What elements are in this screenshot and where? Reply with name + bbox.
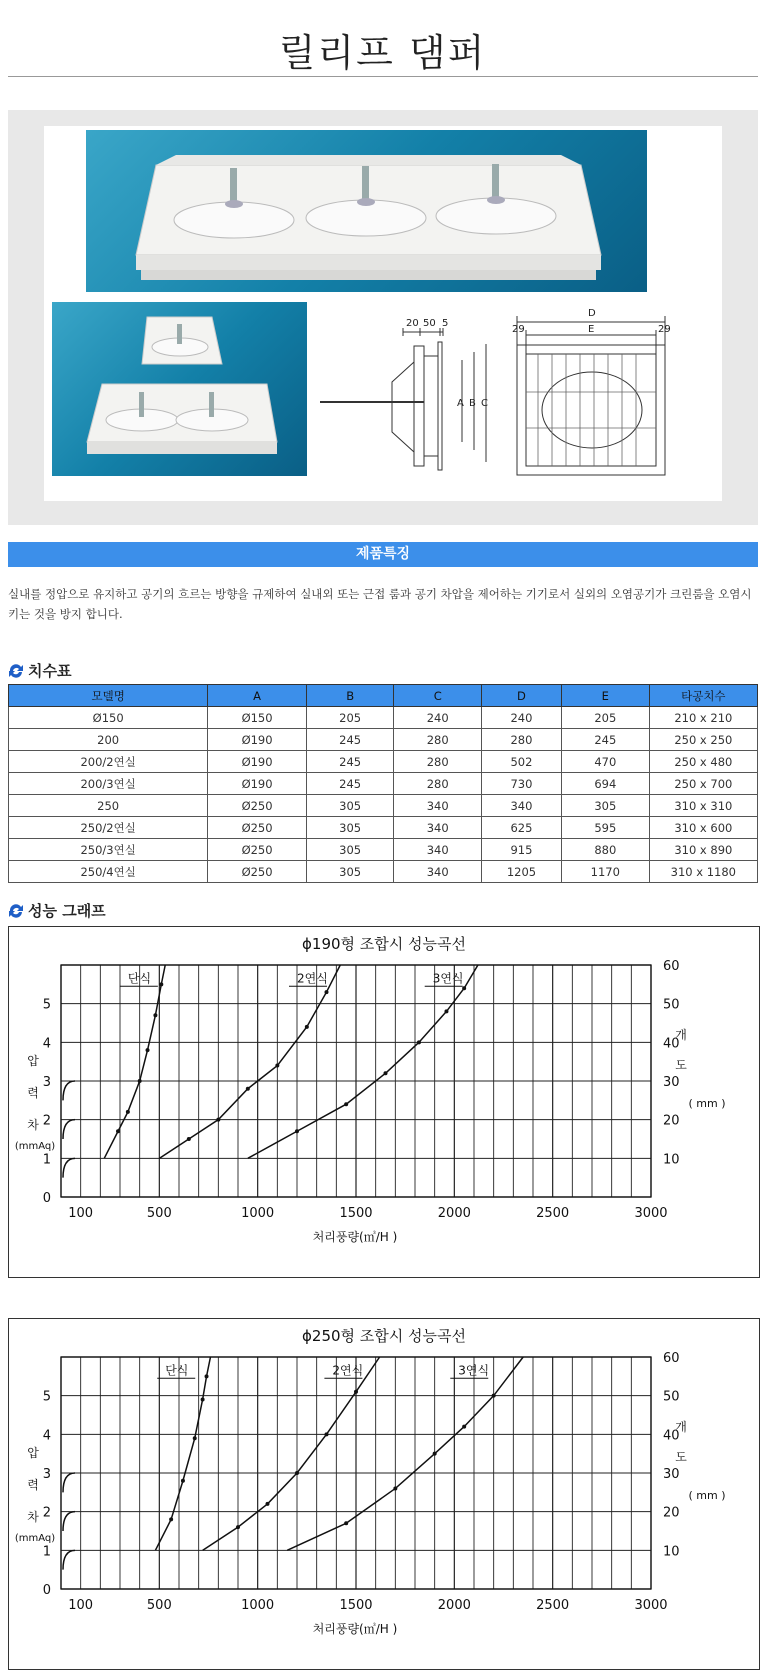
x-tick-label: 500 — [146, 1598, 172, 1613]
series-label: 2연식 — [332, 1363, 364, 1378]
series-point — [393, 1486, 397, 1490]
table-cell: 310 x 310 — [649, 795, 757, 817]
x-axis-label: 처리풍량(㎥/H ) — [312, 1622, 398, 1636]
table-cell: 305 — [306, 861, 394, 883]
y-axis-unit: (mmAq) — [14, 1533, 56, 1544]
chart-title: ϕ250형 조합시 성능곡선 — [302, 1327, 466, 1345]
series-point — [153, 1013, 157, 1017]
table-cell: 305 — [306, 817, 394, 839]
y2-tick-label: 60 — [663, 959, 680, 974]
table-cell: 250 x 700 — [649, 773, 757, 795]
y-axis-label-char: 력 — [27, 1086, 39, 1100]
series-point — [246, 1087, 250, 1091]
table-cell: Ø150 — [208, 707, 307, 729]
series-label: 단식 — [127, 971, 152, 986]
x-tick-label: 2500 — [536, 1598, 570, 1613]
recycle-arrows-icon — [8, 903, 24, 919]
chart-title: ϕ190형 조합시 성능곡선 — [302, 935, 466, 953]
x-tick-label: 2000 — [437, 1206, 471, 1221]
series-line — [203, 1357, 380, 1550]
series-point — [444, 1009, 448, 1013]
spec-table-heading-text: 치수표 — [28, 662, 72, 680]
series-point — [295, 1129, 299, 1133]
table-cell: 245 — [306, 729, 394, 751]
series-line — [155, 1357, 210, 1550]
table-cell: 880 — [561, 839, 649, 861]
table-cell: Ø250 — [208, 861, 307, 883]
table-cell: 340 — [394, 839, 482, 861]
x-tick-label: 3000 — [634, 1598, 668, 1613]
series-point — [159, 982, 163, 986]
product-image-panel — [8, 110, 758, 525]
table-cell: Ø190 — [208, 751, 307, 773]
features-text-line1: 실내를 정압으로 유지하고 공기의 흐르는 방향을 규제하여 실내외 또는 근접 룸과 공기 차압을 제어하는 기기로서 실외의 오염공기가 크린룸을 오염시 — [8, 587, 752, 601]
series-point — [325, 1432, 329, 1436]
dim-B: B — [469, 398, 476, 409]
x-tick-label: 1500 — [339, 1598, 373, 1613]
table-cell: 470 — [561, 751, 649, 773]
series-point — [344, 1521, 348, 1525]
y2-tick-label: 10 — [663, 1152, 680, 1168]
series-line — [248, 965, 478, 1158]
y2-tick-label: 50 — [663, 1389, 680, 1405]
table-cell: 340 — [394, 795, 482, 817]
y-axis-label-char: 압 — [27, 1446, 39, 1460]
y-tick-label: 3 — [42, 1467, 51, 1482]
table-cell: 200 — [9, 729, 208, 751]
y2-axis-label-char: 도 — [675, 1450, 687, 1464]
table-cell: 310 x 890 — [649, 839, 757, 861]
spec-table — [8, 684, 758, 883]
table-cell: 280 — [394, 751, 482, 773]
spec-col-header: B — [306, 685, 394, 707]
table-cell: 245 — [306, 773, 394, 795]
performance-chart-250 — [8, 1318, 760, 1670]
table-cell: 340 — [482, 795, 562, 817]
y-tick-label: 4 — [42, 1428, 51, 1444]
dim-D: D — [588, 308, 596, 319]
chart-190-svg — [9, 927, 759, 1277]
series-point — [344, 1102, 348, 1106]
y-axis-label-char: 력 — [27, 1478, 39, 1492]
page-title: 릴리프 댐퍼 — [278, 31, 487, 75]
series-point — [138, 1079, 142, 1083]
y-tick-label: 3 — [42, 1075, 51, 1090]
dim-20: 20 — [406, 318, 419, 329]
y2-tick-label: 20 — [663, 1505, 680, 1521]
graph-section-heading — [8, 900, 106, 921]
series-point — [462, 986, 466, 990]
dim-50: 50 — [423, 318, 436, 329]
table-row — [9, 707, 758, 729]
series-point — [266, 1502, 270, 1506]
y2-tick-label: 40 — [663, 1428, 680, 1444]
series-point — [275, 1064, 279, 1068]
series-point — [384, 1071, 388, 1075]
table-row — [9, 817, 758, 839]
y-tick-label: 0 — [42, 1583, 51, 1598]
series-point — [193, 1436, 197, 1440]
series-point — [462, 1425, 466, 1429]
y2-tick-label: 20 — [663, 1113, 680, 1129]
y2-tick-label: 30 — [663, 1075, 680, 1090]
dim-E: E — [588, 324, 595, 335]
series-label: 3연식 — [432, 971, 464, 986]
table-row — [9, 773, 758, 795]
series-point — [126, 1110, 130, 1114]
series-point — [146, 1048, 150, 1052]
y2-tick-label: 30 — [663, 1467, 680, 1482]
step-bracket — [63, 1512, 75, 1531]
recycle-arrows-icon — [8, 663, 24, 679]
x-tick-label: 2000 — [437, 1598, 471, 1613]
table-cell: 205 — [561, 707, 649, 729]
y-tick-label: 2 — [42, 1113, 51, 1129]
spec-col-header: D — [482, 685, 562, 707]
table-cell: Ø250 — [208, 795, 307, 817]
y2-axis-label-char: 개 — [675, 1028, 687, 1042]
step-bracket — [63, 1158, 75, 1177]
table-cell: 250/4연실 — [9, 861, 208, 883]
y-tick-label: 4 — [42, 1036, 51, 1052]
spec-col-header: 타공치수 — [649, 685, 757, 707]
table-cell: Ø250 — [208, 817, 307, 839]
y-axis-label-char: 차 — [27, 1118, 39, 1132]
step-bracket — [63, 1081, 75, 1100]
table-cell: 245 — [561, 729, 649, 751]
table-cell: 280 — [394, 729, 482, 751]
x-tick-label: 2500 — [536, 1206, 570, 1221]
x-tick-label: 500 — [146, 1206, 172, 1221]
series-point — [169, 1517, 173, 1521]
series-point — [187, 1137, 191, 1141]
table-cell: Ø250 — [208, 839, 307, 861]
table-cell: 200/2연실 — [9, 751, 208, 773]
table-row — [9, 795, 758, 817]
features-text-line2: 키는 것을 방지 합니다. — [8, 607, 123, 621]
series-point — [492, 1394, 496, 1398]
table-cell: 502 — [482, 751, 562, 773]
x-axis-label: 처리풍량(㎥/H ) — [312, 1230, 398, 1244]
step-bracket — [63, 1473, 75, 1492]
dim-29-left: 29 — [512, 324, 525, 335]
step-bracket — [63, 1550, 75, 1569]
series-label: 2연식 — [297, 971, 328, 986]
y2-axis-label-char: 도 — [675, 1058, 687, 1072]
series-point — [305, 1025, 309, 1029]
series-point — [236, 1525, 240, 1529]
spec-col-header: 모델명 — [9, 685, 208, 707]
table-cell: 250/3연실 — [9, 839, 208, 861]
spec-table-heading — [8, 660, 71, 681]
technical-drawing — [312, 302, 722, 482]
table-cell: Ø190 — [208, 773, 307, 795]
series-point — [201, 1398, 205, 1402]
x-tick-label: 1000 — [241, 1206, 275, 1221]
table-cell: 625 — [482, 817, 562, 839]
series-point — [417, 1040, 421, 1044]
spec-col-header: A — [208, 685, 307, 707]
table-cell: 310 x 1180 — [649, 861, 757, 883]
photo-triple-damper — [86, 130, 647, 292]
features-heading: 제품특징 — [8, 542, 758, 567]
x-tick-label: 1000 — [241, 1598, 275, 1613]
table-cell: 305 — [306, 795, 394, 817]
table-row — [9, 839, 758, 861]
table-cell: Ø190 — [208, 729, 307, 751]
series-label: 단식 — [165, 1363, 189, 1378]
performance-chart-190 — [8, 926, 760, 1278]
x-tick-label: 100 — [68, 1206, 94, 1221]
dim-5: 5 — [442, 318, 449, 329]
series-point — [181, 1479, 185, 1483]
table-cell: 305 — [561, 795, 649, 817]
y-tick-label: 1 — [42, 1152, 51, 1168]
table-cell: 250 — [9, 795, 208, 817]
x-tick-label: 100 — [68, 1598, 94, 1613]
product-image — [44, 126, 722, 501]
table-cell: 250 x 250 — [649, 729, 757, 751]
y-tick-label: 1 — [42, 1544, 51, 1560]
chart-250-svg — [9, 1319, 759, 1669]
table-cell: 694 — [561, 773, 649, 795]
y2-tick-label: 50 — [663, 997, 680, 1013]
series-point — [354, 1390, 358, 1394]
table-cell: Ø150 — [9, 707, 208, 729]
y-tick-label: 2 — [42, 1505, 51, 1521]
dim-29-right: 29 — [658, 324, 671, 335]
dim-A: A — [457, 398, 464, 409]
table-cell: 250/2연실 — [9, 817, 208, 839]
graph-section-heading-text: 성능 그래프 — [28, 902, 106, 920]
single-double-damper-illustration — [52, 302, 307, 476]
series-label: 3연식 — [458, 1363, 490, 1378]
table-cell: 240 — [394, 707, 482, 729]
series-point — [216, 1118, 220, 1122]
table-cell: 1205 — [482, 861, 562, 883]
table-cell: 340 — [394, 861, 482, 883]
y-tick-label: 5 — [42, 997, 51, 1013]
table-cell: 245 — [306, 751, 394, 773]
series-point — [433, 1452, 437, 1456]
y-tick-label: 0 — [42, 1191, 51, 1206]
y-axis-unit: (mmAq) — [14, 1141, 56, 1152]
x-tick-label: 1500 — [339, 1206, 373, 1221]
series-point — [325, 990, 329, 994]
table-cell: 250 x 480 — [649, 751, 757, 773]
table-cell: 915 — [482, 839, 562, 861]
table-row — [9, 861, 758, 883]
table-cell: 280 — [394, 773, 482, 795]
table-cell: 280 — [482, 729, 562, 751]
table-cell: 205 — [306, 707, 394, 729]
table-cell: 595 — [561, 817, 649, 839]
features-description — [8, 584, 758, 624]
photo-single-double-damper — [52, 302, 307, 476]
y-tick-label: 5 — [42, 1389, 51, 1405]
step-bracket — [63, 1120, 75, 1139]
table-cell: 305 — [306, 839, 394, 861]
y2-axis-unit: ( mm ) — [688, 1097, 726, 1110]
table-row — [9, 729, 758, 751]
table-cell: 240 — [482, 707, 562, 729]
table-cell: 730 — [482, 773, 562, 795]
spec-col-header: C — [394, 685, 482, 707]
title-divider — [8, 76, 758, 77]
y2-axis-unit: ( mm ) — [688, 1489, 726, 1502]
series-line — [104, 965, 165, 1158]
y-axis-label-char: 압 — [27, 1054, 39, 1068]
series-line — [287, 1357, 523, 1550]
table-cell: 310 x 600 — [649, 817, 757, 839]
table-cell: 1170 — [561, 861, 649, 883]
y-axis-label-char: 차 — [27, 1510, 39, 1524]
triple-damper-illustration — [86, 130, 647, 292]
spec-col-header: E — [561, 685, 649, 707]
spec-table-header-row — [9, 685, 758, 707]
y2-axis-label-char: 개 — [675, 1420, 687, 1434]
table-cell: 200/3연실 — [9, 773, 208, 795]
series-point — [116, 1129, 120, 1133]
y2-tick-label: 10 — [663, 1544, 680, 1560]
series-point — [205, 1374, 209, 1378]
table-cell: 210 x 210 — [649, 707, 757, 729]
series-line — [159, 965, 340, 1158]
x-tick-label: 3000 — [634, 1206, 668, 1221]
table-row — [9, 751, 758, 773]
series-point — [295, 1471, 299, 1475]
y2-tick-label: 40 — [663, 1036, 680, 1052]
table-cell: 340 — [394, 817, 482, 839]
y2-tick-label: 60 — [663, 1351, 680, 1366]
dim-C: C — [481, 398, 488, 409]
